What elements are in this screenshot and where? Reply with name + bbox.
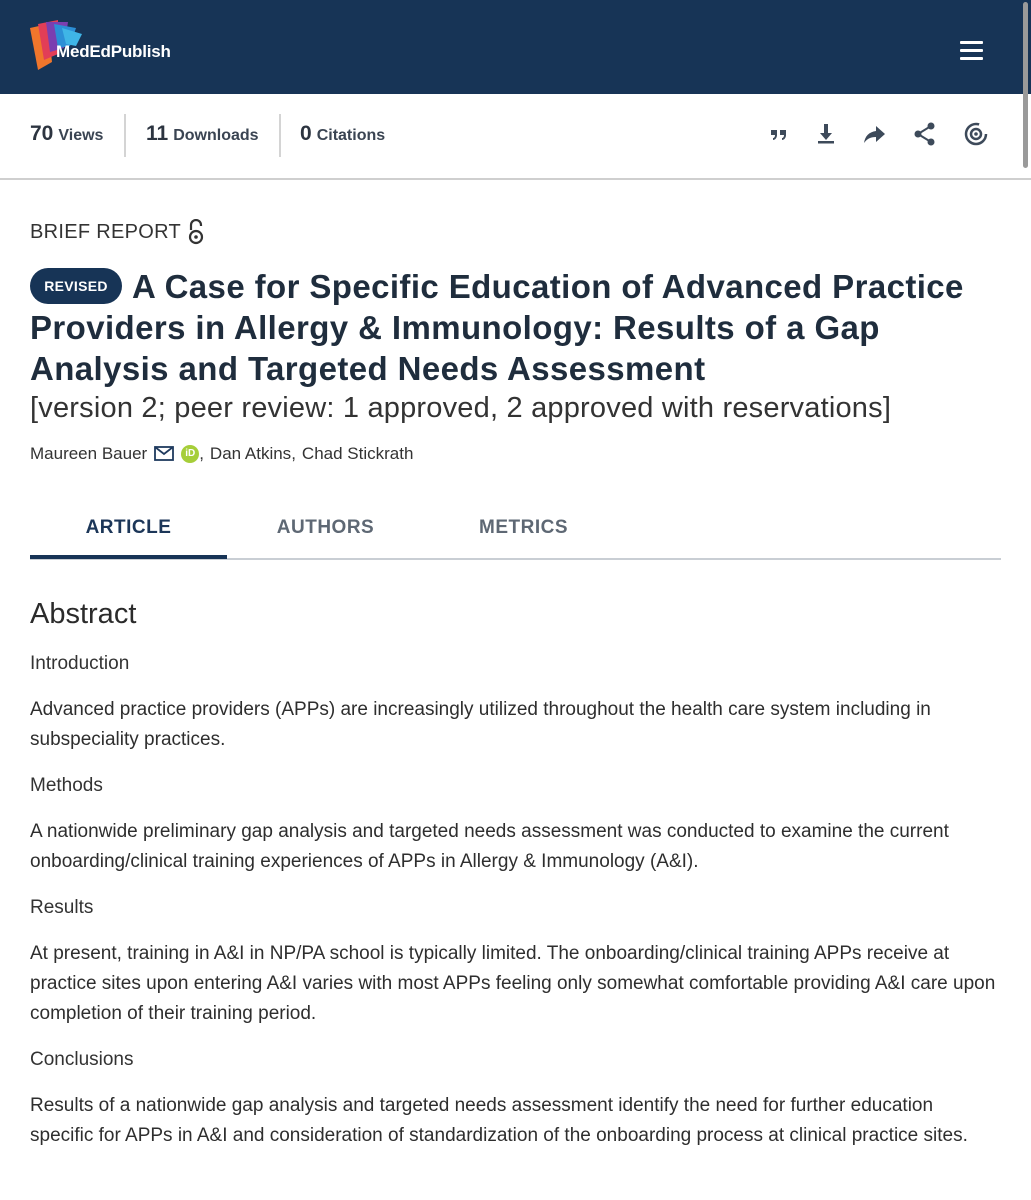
- introduction-heading: Introduction: [30, 653, 130, 674]
- conclusions-heading: Conclusions: [30, 1049, 134, 1070]
- tab-authors[interactable]: AUTHORS: [276, 517, 375, 538]
- author-link[interactable]: Maureen Bauer: [30, 444, 148, 463]
- methods-heading: Methods: [30, 775, 103, 796]
- revised-badge: REVISED: [30, 268, 122, 304]
- stats-divider: [124, 114, 126, 157]
- views-stat: [30, 122, 103, 146]
- tab-article[interactable]: ARTICLE: [85, 517, 172, 538]
- author-link[interactable]: Dan Atkins: [209, 444, 292, 463]
- author-separator: ,: [199, 444, 204, 463]
- views-label: Views: [58, 127, 104, 144]
- tab-metrics[interactable]: METRICS: [479, 517, 568, 538]
- forward-icon[interactable]: [861, 120, 889, 148]
- article-title: A Case for Specific Education of Advanced Practice Providers in Allergy & Immunology: Results of a Gap Analysis and Targeted Needs Assessment: [30, 268, 964, 387]
- share-icon[interactable]: [911, 120, 939, 148]
- abstract-heading: Abstract: [30, 598, 137, 630]
- tracking-icon[interactable]: [962, 120, 990, 148]
- email-icon[interactable]: [154, 446, 174, 462]
- author-link[interactable]: Chad Stickrath: [301, 444, 414, 463]
- article-type: [30, 219, 207, 245]
- open-access-icon: [187, 219, 207, 245]
- downloads-stat: [146, 122, 259, 146]
- download-icon[interactable]: [812, 120, 840, 148]
- stats-divider: [279, 114, 281, 157]
- citations-count: 0: [300, 122, 312, 145]
- conclusions-text: Results of a nationwide gap analysis and targeted needs assessment identify the need for further education specific for APPs in A&I and consideration of standardization of the onboarding process at clinical practice sites.: [30, 1095, 968, 1146]
- author-list: [30, 444, 413, 464]
- views-count: 70: [30, 122, 54, 145]
- introduction-text: Advanced practice providers (APPs) are increasingly utilized throughout the health care system including in subspeciality practices.: [30, 699, 931, 750]
- downloads-label: Downloads: [173, 127, 259, 144]
- top-bar: [0, 0, 1031, 94]
- stats-bar: [0, 94, 1031, 180]
- author-separator: ,: [291, 444, 296, 463]
- active-tab-indicator: [30, 555, 227, 559]
- downloads-count: 11: [146, 122, 169, 145]
- brand-name: MedEdPublish: [56, 42, 171, 61]
- citations-label: Citations: [316, 127, 386, 144]
- article-type-label: BRIEF REPORT: [30, 220, 182, 243]
- results-heading: Results: [30, 897, 94, 918]
- hamburger-menu-icon[interactable]: [956, 38, 988, 64]
- cite-quote-icon[interactable]: [765, 120, 793, 148]
- methods-text: A nationwide preliminary gap analysis and targeted needs assessment was conducted to examine the current onboarding/clinical training experiences of APPs in Allergy & Immunology (A&I).: [30, 821, 949, 872]
- orcid-icon[interactable]: iD: [181, 445, 199, 463]
- results-text: At present, training in A&I in NP/PA school is typically limited. The onboarding/clinical training APPs receive at practice sites upon entering A&I varies with most APPs feeling only somewhat comfortable providing A&I care upon completion of their training period.: [30, 943, 996, 1024]
- article-tabs: [30, 498, 1001, 560]
- version-info: [version 2; peer review: 1 approved, 2 approved with reservations]: [30, 392, 892, 424]
- citations-stat: [300, 122, 385, 146]
